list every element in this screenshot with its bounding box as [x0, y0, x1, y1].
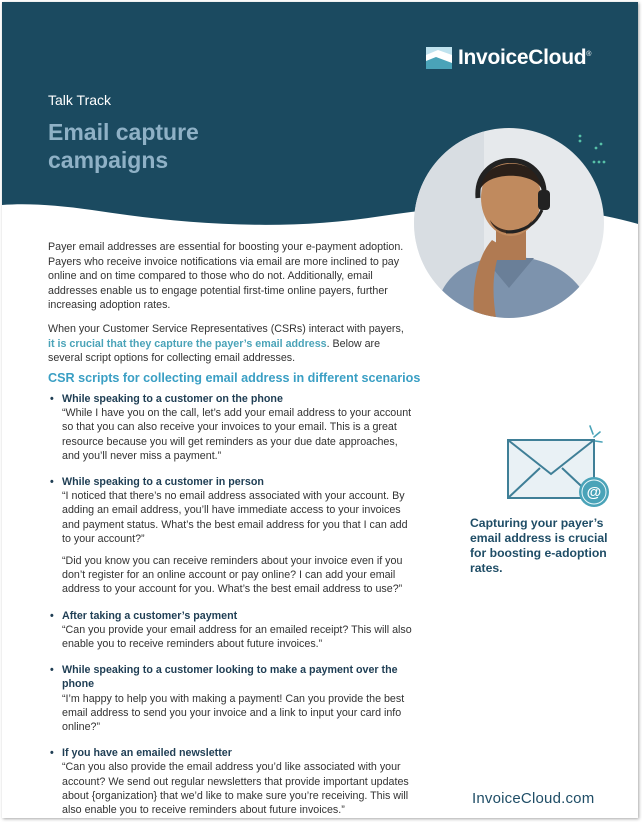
- scenario-heading: • After taking a customer’s payment: [62, 609, 238, 622]
- title-line-2: campaigns: [48, 147, 169, 173]
- scenario-item: [48, 746, 413, 817]
- intro-paragraph-1: Payer email addresses are essential for boosting your e-payment adoption. Payers who receive invoice notifications via email are more inclined to pay online and on time compared to those who do not. Additionally, email addresses enable us to engage potential first-time online payers, further increasing adoption rates.: [48, 241, 404, 312]
- scenario-heading: • While speaking to a customer on the phone: [62, 393, 283, 405]
- intro-p2-highlight: it is crucial that they capture the payer’s email address: [48, 337, 327, 350]
- intro-text: [48, 240, 408, 375]
- title-line-1: Email capture: [48, 119, 199, 145]
- scenario-quote: “Can you provide your email address for an emailed receipt? This will also enable you to receive reminders about future invoices.”: [62, 623, 412, 651]
- headset-agent-illustration: [414, 128, 604, 318]
- intro-paragraph-2: [48, 322, 408, 366]
- scenario-quote: “Can you also provide the email address you’d like associated with your account? We send out regular newsletters that provide important updates about {organization} that we’d like to make sure you’re receiving. This will also enable you to receive reminders about future invoices.”: [62, 761, 409, 817]
- document-page: [2, 2, 638, 818]
- svg-text:@: @: [586, 484, 602, 501]
- scenario-item: [48, 663, 413, 734]
- scenario-quote: “I’m happy to help you with making a payment! Can you provide the best email address to send you your invoice and a link to input your card info online?”: [62, 692, 405, 734]
- cloud-logo-icon: [426, 47, 452, 69]
- scenario-quote: “Did you know you can receive reminders about your invoice even if you don’t register for an online account or pay online? I can add your email address to your account for you. What’s the best email address to use?”: [62, 555, 403, 596]
- scenario-item: [48, 475, 413, 597]
- callout-text: Capturing your payer’s email address is crucial for boosting e-adoption rates.: [470, 516, 608, 575]
- scenario-list: [48, 392, 413, 818]
- scenario-heading: • While speaking to a customer in person: [62, 476, 264, 489]
- scenario-quote: “While I have you on the call, let’s add your email address to your account so that you can also receive your invoices to your email. This is a great resource because you will get reminders as your due date approaches, and you’ll never miss a payment.”: [62, 407, 412, 462]
- footer-website-link[interactable]: InvoiceCloud.com: [472, 790, 595, 807]
- brand-reg: ®: [586, 51, 592, 58]
- csr-photo: [414, 128, 604, 318]
- scenario-heading: • While speaking to a customer looking to make a payment over the phone: [62, 664, 398, 691]
- intro-p2-end: . Below are several script options for collecting email addresses.: [48, 337, 381, 365]
- scenario-item: [48, 609, 413, 652]
- intro-p2-start: When your Customer Service Representatives (CSRs) interact with payers,: [48, 322, 404, 335]
- scenario-item: [48, 392, 413, 463]
- brand-logo: [426, 46, 591, 70]
- scenario-heading: • If you have an emailed newsletter: [62, 747, 232, 760]
- scenario-quote: “I noticed that there’s no email address associated with your account. By adding an email address, you’ll have immediate access to your invoices and payment status. What’s the best email address for you that I can add to your account?”: [62, 490, 408, 545]
- eyebrow-label: Talk Track: [48, 92, 112, 108]
- brand-name: InvoiceCloud: [458, 46, 587, 69]
- section-heading: CSR scripts for collecting email address in different scenarios: [48, 371, 421, 385]
- page-title: [48, 118, 268, 174]
- email-envelope-icon: [496, 422, 612, 512]
